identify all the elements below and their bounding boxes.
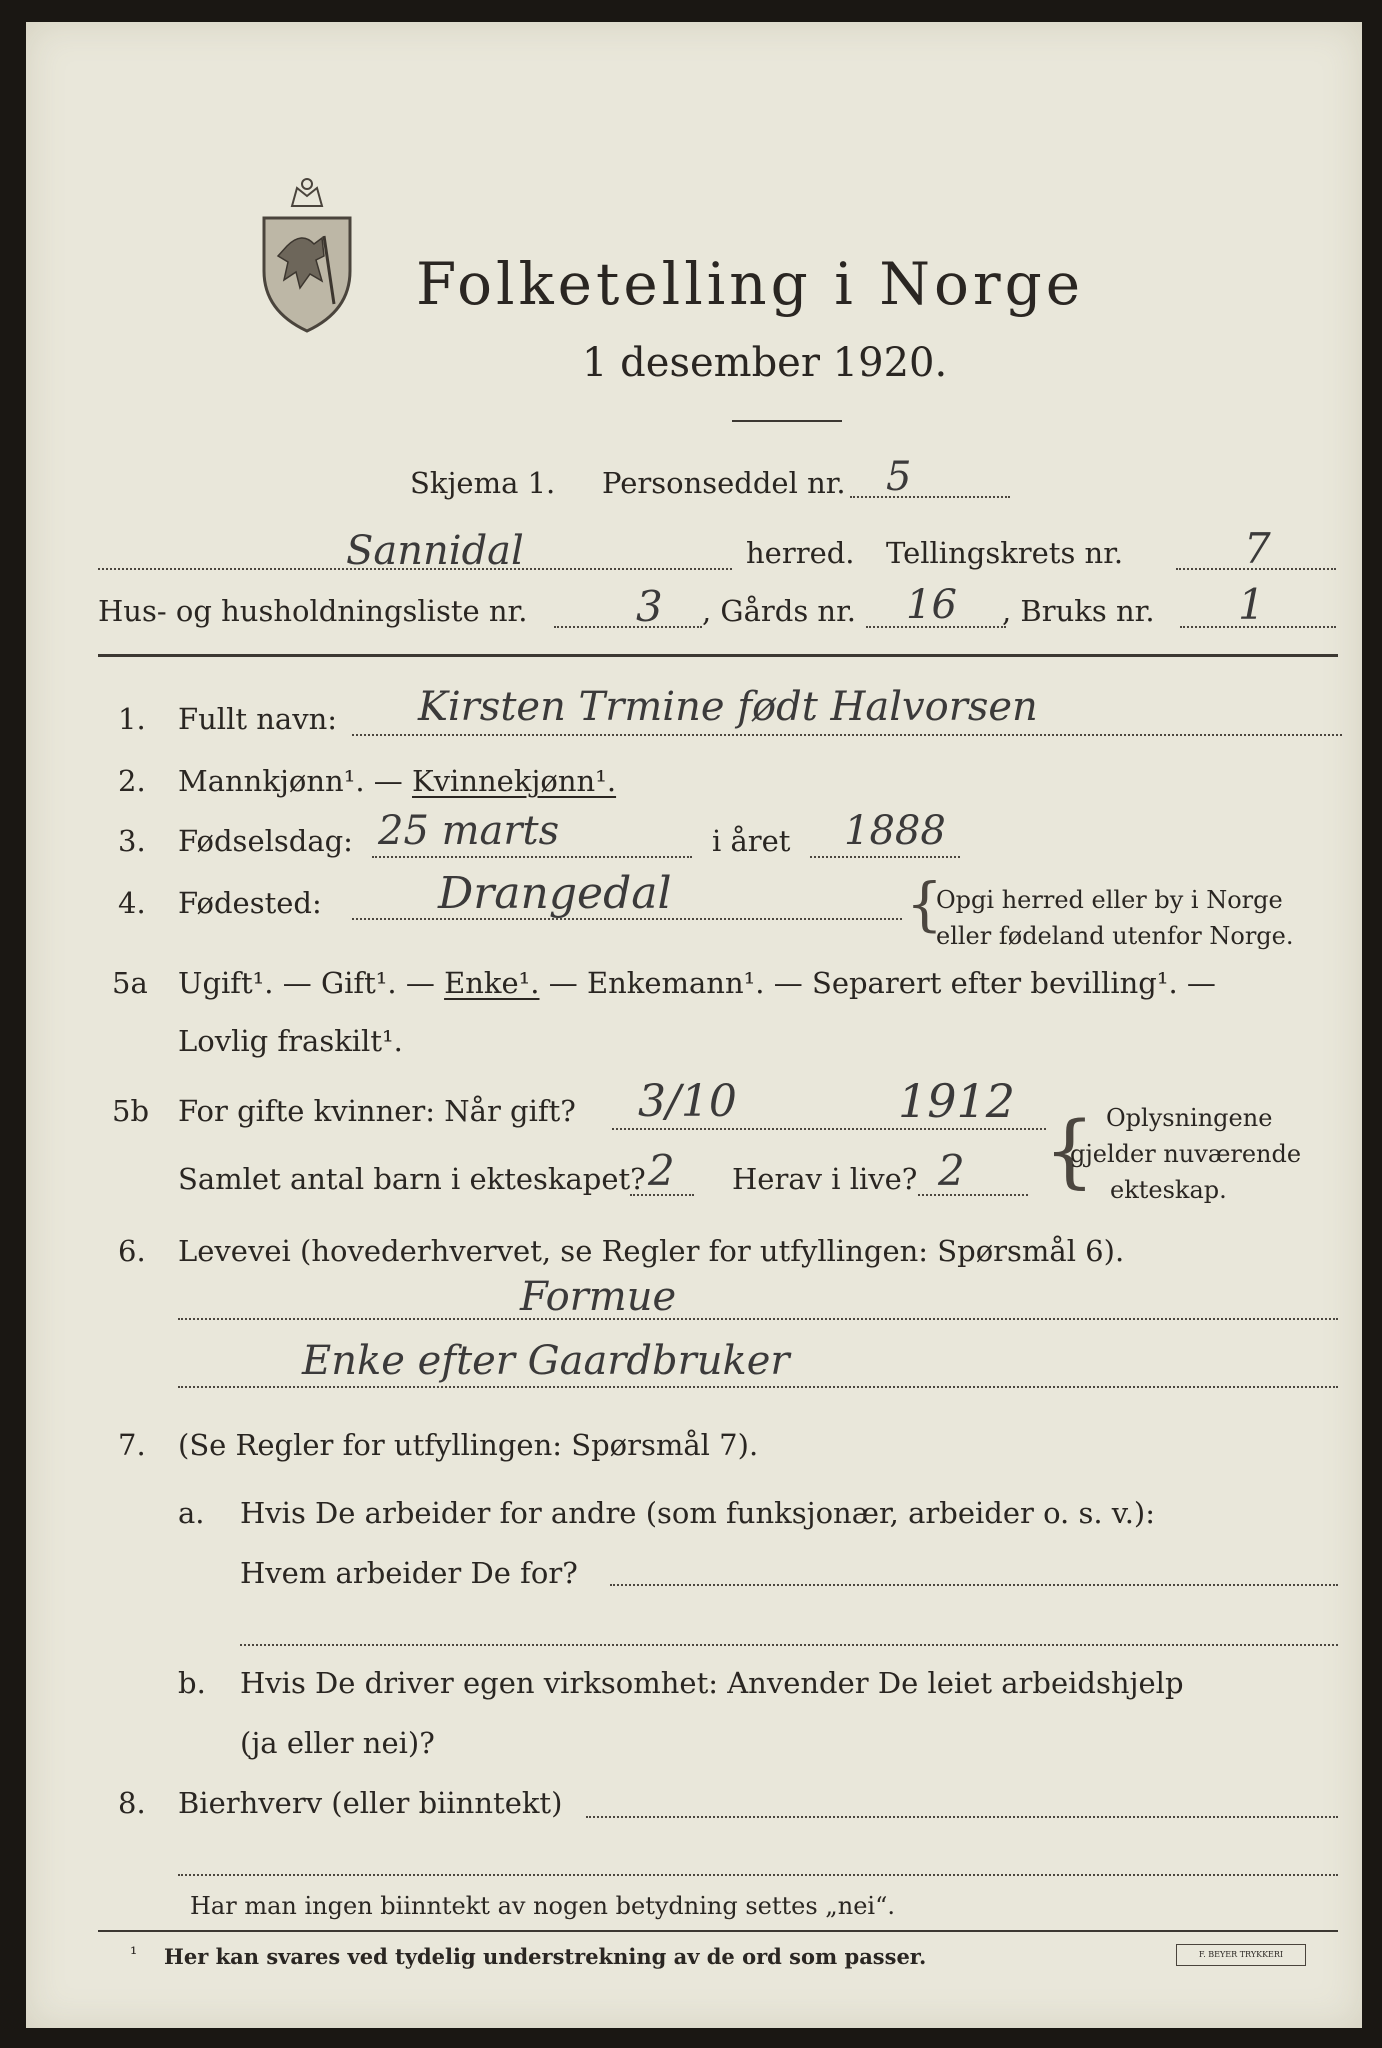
husliste-line: [554, 626, 702, 628]
male-option[interactable]: Mannkjønn¹.: [178, 764, 365, 798]
q7-number: 7.: [118, 1428, 146, 1462]
q7b-line2: (ja eller nei)?: [240, 1726, 435, 1760]
q5b-brace: {: [1044, 1104, 1095, 1197]
q1-number: 1.: [118, 702, 146, 736]
printer-stamp: [1176, 1944, 1306, 1966]
ugift-option[interactable]: Ugift¹.: [178, 966, 274, 1000]
occupation-line1-value[interactable]: Formue: [520, 1274, 677, 1320]
herred-label: herred.: [746, 536, 855, 570]
q4-note-line1: Opgi herred eller by i Norge: [936, 886, 1283, 914]
personseddel-value[interactable]: 5: [886, 454, 912, 500]
married-line: [612, 1128, 1046, 1130]
q7-label: (Se Regler for utfyllingen: Spørsmål 7).: [178, 1428, 759, 1462]
q7a-line1: Hvis De arbeider for andre (som funksjonær, arbeider o. s. v.):: [240, 1496, 1156, 1530]
q4-note-line2: eller fødeland utenfor Norge.: [936, 922, 1294, 950]
gards-value[interactable]: 16: [906, 582, 957, 628]
separator: —: [273, 966, 321, 1000]
side-income-field[interactable]: [586, 1816, 1338, 1818]
tellingskrets-label: Tellingskrets nr.: [886, 536, 1124, 570]
tellingskrets-line: [1176, 568, 1336, 570]
q7b-line1: Hvis De driver egen virksomhet: Anvender De leiet arbeidshjelp: [240, 1666, 1184, 1700]
q6-label: Levevei (hovederhvervet, se Regler for utfyllingen: Spørsmål 6).: [178, 1234, 1125, 1268]
q5b-number: 5b: [112, 1094, 150, 1128]
q3-label: Fødselsdag:: [178, 824, 353, 858]
herred-value[interactable]: Sannidal: [346, 528, 524, 574]
gift-option[interactable]: Gift¹.: [320, 966, 397, 1000]
q5b-label: For gifte kvinner: Når gift?: [178, 1094, 576, 1128]
herred-line: [98, 568, 732, 570]
footnote-text: Her kan svares ved tydelig understrekning av de ord som passer.: [164, 1944, 927, 1969]
occupation-line2: [178, 1386, 1338, 1388]
q8-label: Bierhverv (eller biinntekt): [178, 1786, 563, 1820]
alive-value[interactable]: 2: [938, 1146, 965, 1195]
alive-line: [918, 1194, 1028, 1196]
female-option[interactable]: Kvinnekjønn¹.: [412, 764, 617, 798]
personseddel-line: [850, 496, 1010, 498]
children-label: Samlet antal barn i ekteskapet?: [178, 1162, 646, 1196]
separert-option[interactable]: Separert efter bevilling¹. —: [811, 966, 1216, 1000]
married-date-value[interactable]: 3/10: [638, 1076, 737, 1127]
gards-label: , Gårds nr.: [702, 594, 856, 628]
enkemann-option[interactable]: Enkemann¹.: [586, 966, 765, 1000]
q3-number: 3.: [118, 824, 146, 858]
side-income-field-2[interactable]: [178, 1874, 1338, 1876]
footnote-separator: [98, 1930, 1338, 1932]
tellingskrets-value[interactable]: 7: [1244, 524, 1271, 573]
census-form-sheet: [26, 22, 1362, 2028]
marital-options: [178, 966, 1216, 1000]
q7a-line2: Hvem arbeider De for?: [240, 1556, 578, 1590]
fraskilt-option[interactable]: Lovlig fraskilt¹.: [178, 1024, 403, 1058]
q7b-letter: b.: [178, 1666, 206, 1700]
alive-label: Herav i live?: [732, 1162, 918, 1196]
children-line: [630, 1194, 694, 1196]
q2-separator: —: [364, 764, 412, 798]
form-title: Folketelling i Norge: [416, 250, 1085, 318]
birthplace-value[interactable]: Drangedal: [438, 868, 672, 919]
title-divider: [732, 420, 842, 422]
bruks-label: , Bruks nr.: [1002, 594, 1155, 628]
q2-number: 2.: [118, 764, 146, 798]
census-date: 1 desember 1920.: [582, 340, 948, 386]
occupation-line2-value[interactable]: Enke efter Gaardbruker: [302, 1338, 790, 1384]
q7a-letter: a.: [178, 1496, 205, 1530]
bruks-line: [1180, 626, 1336, 628]
full-name-line: [352, 734, 1342, 736]
q5b-note-line1: Oplysningene: [1106, 1104, 1273, 1132]
coat-of-arms-icon: [252, 176, 362, 336]
printer-stamp-text: F. BEYER TRYKKERI: [1198, 1950, 1284, 1959]
husliste-label: Hus- og husholdningsliste nr.: [98, 594, 528, 628]
husliste-value[interactable]: 3: [636, 582, 663, 631]
q5b-note-line3: ekteskap.: [1110, 1176, 1227, 1204]
employer-field[interactable]: [610, 1584, 1338, 1586]
children-value[interactable]: 2: [648, 1146, 675, 1195]
birthday-line: [372, 856, 692, 858]
q4-label: Fødested:: [178, 886, 322, 920]
birthday-value[interactable]: 25 marts: [378, 808, 560, 854]
q4-number: 4.: [118, 886, 146, 920]
q5b-note-line2: gjelder nuværende: [1070, 1140, 1302, 1168]
schema-label: Skjema 1.: [410, 466, 556, 500]
year-label: i året: [712, 824, 791, 858]
q1-label: Fullt navn:: [178, 702, 338, 736]
enke-option[interactable]: Enke¹.: [444, 966, 540, 1000]
q2-options: [178, 764, 616, 798]
q8-note: Har man ingen biinntekt av nogen betydning settes „nei“.: [190, 1892, 895, 1920]
bruks-value[interactable]: 1: [1238, 580, 1265, 629]
separator: —: [539, 966, 587, 1000]
full-name-value[interactable]: Kirsten Trmine født Halvorsen: [418, 684, 1038, 730]
q4-brace: {: [906, 870, 943, 938]
birthplace-line: [352, 918, 902, 920]
married-year-value[interactable]: 1912: [898, 1074, 1016, 1128]
birth-year-value[interactable]: 1888: [844, 808, 946, 854]
employer-field-2[interactable]: [240, 1644, 1338, 1646]
q5a-number: 5a: [112, 966, 148, 1000]
personseddel-label: Personseddel nr.: [602, 466, 846, 500]
birth-year-line: [810, 856, 960, 858]
q6-number: 6.: [118, 1234, 146, 1268]
occupation-line1: [178, 1318, 1338, 1320]
gards-line: [866, 626, 1006, 628]
header-separator: [98, 654, 1338, 657]
q8-number: 8.: [118, 1786, 146, 1820]
separator: —: [396, 966, 445, 1000]
separator: —: [764, 966, 812, 1000]
footnote-mark: ¹: [130, 1944, 138, 1965]
